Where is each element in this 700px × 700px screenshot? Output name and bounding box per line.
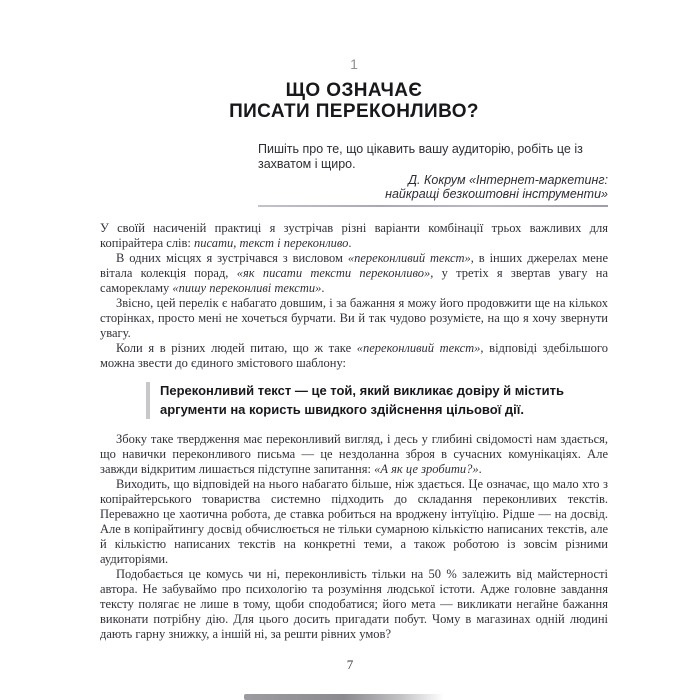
chapter-title	[100, 80, 608, 122]
body-paragraph: Виходить, що відповідей на нього набагато більше, ніж здається. Це означає, що мало хто з копірайтерського товариства системно підходить до складання переконливих текстів. Переважно це хаотична робота, де ставка робиться на вроджену інтуїцію. Рідше — на досвід. Але в копірайтингу досвід обчислюється не тільки сумарною кількістю написаних текстів, але й кількістю написаних текстів на конкретні теми, а також роботою із зовсім різними аудиторіями.	[100, 477, 608, 566]
body-paragraph: Подобається це комусь чи ні, переконливість тільки на 50 % залежить від майстерності автора. Не забуваймо про психологію та розуміння людської істоти. Адже головне завдання тексту полягає не лише в тому, щоби сподобатися; його мета — викликати негайне бажання виконати потрібну дію. Для цього досить пригадати побут. Чому в магазинах одній людині дають гарну знижку, а іншій ні, за решти рівних умов?	[100, 567, 608, 641]
chapter-title-line-2: ПИСАТИ ПЕРЕКОНЛИВО?	[229, 101, 479, 122]
body-text	[100, 221, 608, 642]
epigraph-attribution-line-2: найкращі безкоштовні інструменти»	[385, 187, 608, 201]
pullquote: Переконливий текст — це той, який викликає довіру й містить аргументи на користь швидкого здійснення цільової дії.	[146, 382, 608, 419]
body-paragraph: Коли я в різних людей питаю, що ж таке «переконливий текст», відповіді здебільшого можна звести до єдиного змістового шаблону:	[100, 341, 608, 370]
epigraph-divider-rule	[258, 205, 608, 207]
chapter-title-line-1: ЩО ОЗНАЧАЄ	[285, 80, 423, 101]
epigraph-quote: Пишіть про те, що цікавить вашу аудиторію, робіть це із захватом і щиро.	[258, 142, 583, 171]
chapter-number: 1	[350, 56, 358, 72]
body-paragraph: Збоку таке твердження має переконливий вигляд, і десь у глибині свідомості нам здається, що навички переконливого письма — це нездоланна зброя в сучасних комунікаціях. Але завжди відкритим лишається підступне запитання: «А як це зробити?».	[100, 432, 608, 476]
body-paragraph: У своїй насиченій практиці я зустрічав різні варіанти комбінації трьох важливих для копірайтера слів: писати, текст і переконливо.	[100, 221, 608, 250]
epigraph-attribution	[258, 173, 608, 201]
body-paragraph: В одних місцях я зустрічався з висловом «переконливий текст», в інших джерелах мене вітала колекція порад, «як писати тексти переконливо», у третіх я звертав увагу на саморекламу «пишу переконливі тексти».	[100, 251, 609, 295]
body-paragraph: Звісно, цей перелік є набагато довшим, і за бажання я можу його продовжити ще на кількох сторінках, просто мені не хочеться бурчати. Ви й так чудово розумієте, на що я хочу звернути увагу.	[100, 296, 608, 340]
page-number: 7	[346, 657, 354, 672]
page-content	[100, 0, 608, 642]
epigraph-attribution-line-1: Д. Кокрум «Інтернет-маркетинг:	[408, 173, 608, 187]
scan-edge-artifact-bar	[244, 694, 444, 700]
